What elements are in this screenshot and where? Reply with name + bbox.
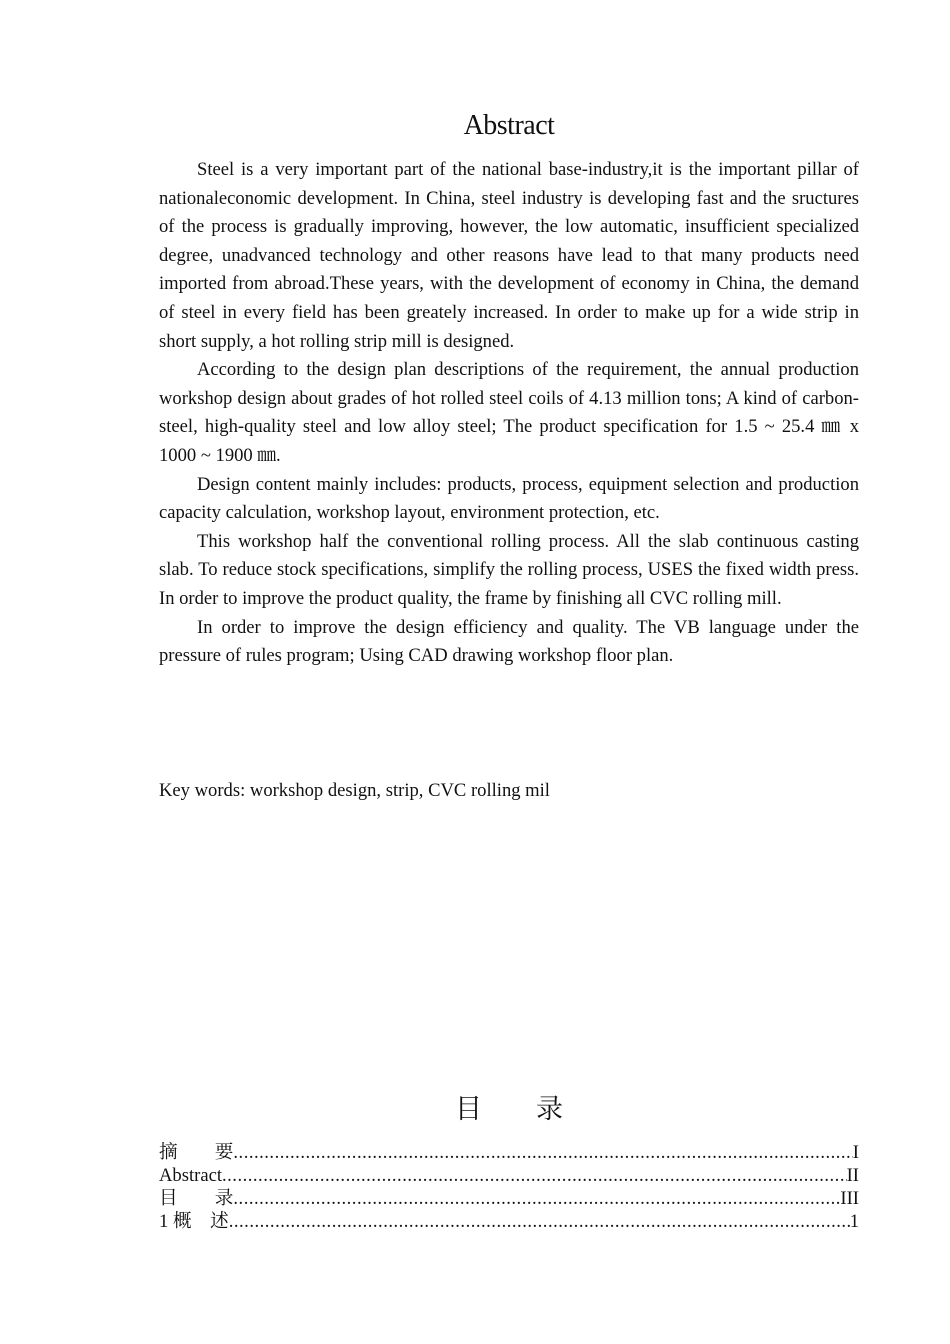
toc-entry-label: 摘 要 [159, 1142, 234, 1163]
toc-entry-page: 1 [849, 1211, 859, 1232]
abstract-paragraph: This workshop half the conventional rolling process. All the slab continuous casting slab. To reduce stock specifications, simplify the rolling process, USES the fixed width press. In order to improve the product quality, the frame by finishing all CVC rolling mill. [159, 530, 859, 609]
abstract-paragraph: Steel is a very important part of the national base-industry,it is the important pillar of nationaleconomic development. In China, steel industry is developing fast and the sructures of the process is gradually improving, however, the low automatic, insufficient specialized degree, unadvanced technology and other reasons have lead to that many products need imported from abroad.These years, with the development of economy in China, the demand of steel in every field has been greately increased. In order to make up for a wide strip in short supply, a hot rolling strip mill is designed. [159, 159, 859, 352]
toc-entry-label: 目 录 [159, 1188, 234, 1209]
toc-dot-leader [222, 1164, 847, 1187]
toc-list [159, 1141, 859, 1233]
abstract-body [159, 156, 859, 671]
toc-title: 目 录 [455, 1094, 563, 1125]
abstract-title: Abstract [463, 110, 555, 141]
toc-dot-leader [229, 1210, 850, 1233]
abstract-paragraph: In order to improve the design efficiency and quality. The VB language under the pressure of rules program; Using CAD drawing workshop floor plan. [159, 616, 859, 667]
toc-entry-page: II [846, 1165, 859, 1186]
toc-entry[interactable] [159, 1187, 859, 1210]
toc-entry[interactable] [159, 1141, 859, 1164]
toc-entry-page: III [840, 1188, 859, 1209]
abstract-paragraph: According to the design plan descriptions of the requirement, the annual production workshop design about grades of hot rolled steel coils of 4.13 million tons; A kind of carbon-steel, high-quality steel and low alloy steel; The product specification for 1.5 ~ 25.4 ㎜ x 1000 ~ 1900 ㎜. [159, 359, 859, 466]
toc-dot-leader [233, 1141, 852, 1164]
toc-dot-leader [233, 1187, 840, 1210]
toc-entry[interactable] [159, 1164, 859, 1187]
toc-entry[interactable] [159, 1210, 859, 1233]
toc-entry-label: 1 概 述 [159, 1211, 229, 1232]
keywords-line: Key words: workshop design, strip, CVC rolling mil [159, 780, 550, 801]
abstract-paragraph: Design content mainly includes: products, process, equipment selection and production capacity calculation, workshop layout, environment protection, etc. [159, 473, 859, 524]
toc-entry-label: Abstract [159, 1165, 222, 1186]
toc-entry-page: I [852, 1142, 859, 1163]
